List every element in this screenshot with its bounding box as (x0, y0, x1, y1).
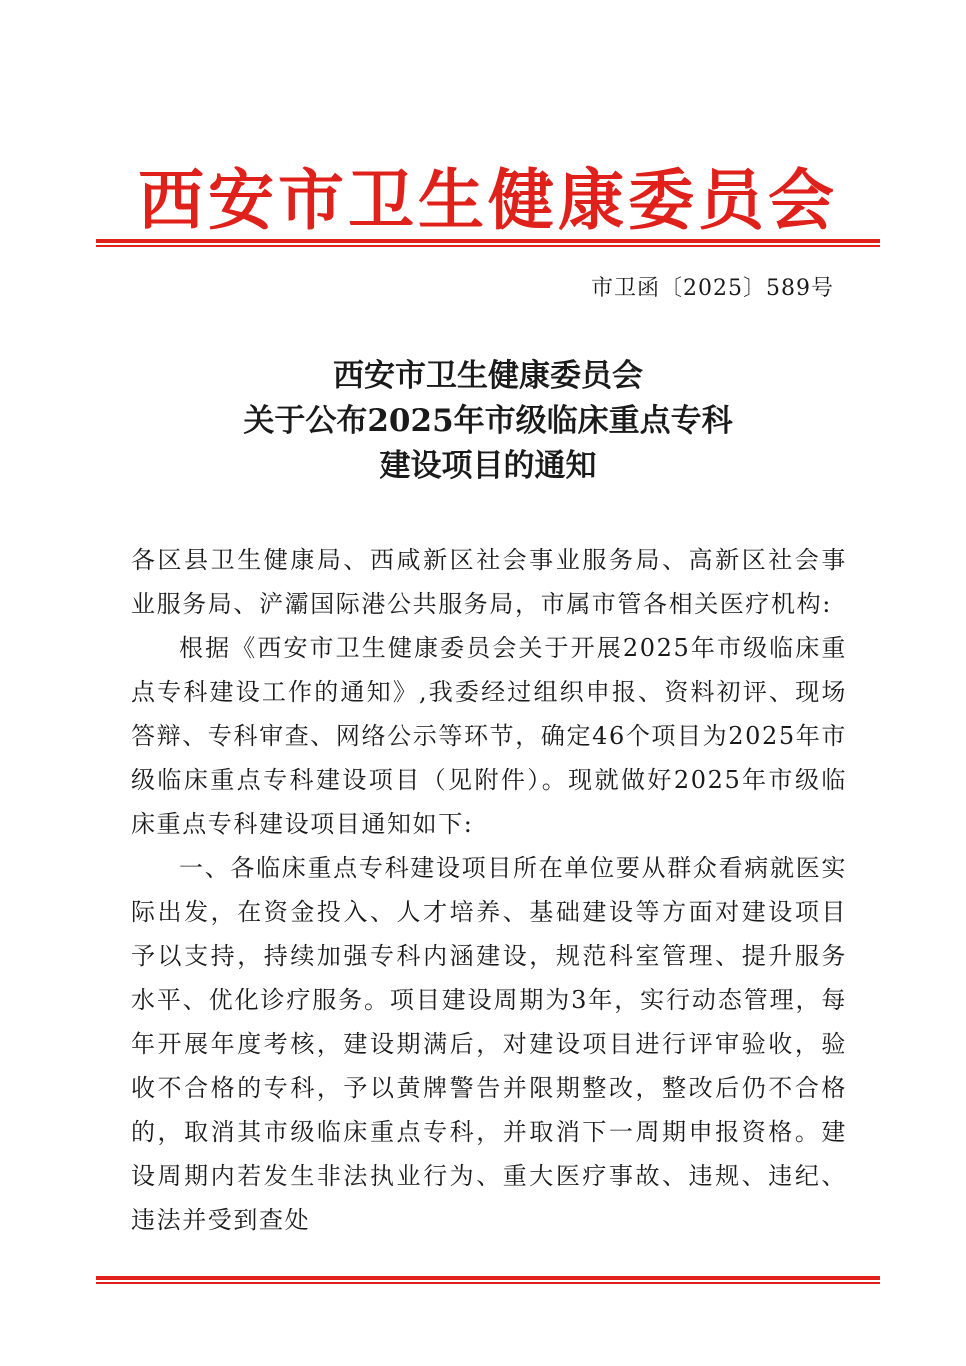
document-title-line-1: 西安市卫生健康委员会 (333, 358, 643, 394)
footer-rule-thin-line (96, 1282, 880, 1284)
footer-red-rule (96, 1276, 880, 1285)
header-rule-thin-line (96, 245, 880, 247)
document-title (96, 354, 880, 489)
document-title-line-3: 建设项目的通知 (379, 448, 597, 484)
header-rule-thick-line (96, 239, 880, 243)
document-title-line-2: 关于公布2025年市级临床重点专科 (243, 403, 733, 439)
body-paragraph-1: 根据《西安市卫生健康委员会关于开展2025年市级临床重点专科建设工作的通知》,我委经过组织申报、资料初评、现场答辩、专科审查、网络公示等环节，确定46个项目为2025年市级临床重点专科建设项目（见附件）。现就做好2025年市级临床重点专科建设项目通知如下: (131, 634, 847, 838)
footer-rule-thick-line (96, 1276, 880, 1280)
header-red-rule (96, 239, 880, 248)
document-body (131, 538, 847, 1242)
body-paragraph-2: 一、各临床重点专科建设项目所在单位要从群众看病就医实际出发，在资金投入、人才培养、基础建设等方面对建设项目予以支持，持续加强专科内涵建设，规范科室管理、提升服务水平、优化诊疗服务。项目建设周期为3年，实行动态管理，每年开展年度考核，建设期满后，对建设项目进行评审验收，验收不合格的专科，予以黄牌警告并限期整改，整改后仍不合格的，取消其市级临床重点专科，并取消下一周期申报资格。建设周期内若发生非法执业行为、重大医疗事故、违规、违纪、违法并受到查处 (131, 854, 847, 1234)
addressees-paragraph: 各区县卫生健康局、西咸新区社会事业服务局、高新区社会事业服务局、浐灞国际港公共服务局，市属市管各相关医疗机构: (131, 546, 847, 618)
document-number: 市卫函〔2025〕589号 (591, 276, 834, 301)
issuing-authority-header: 西安市卫生健康委员会 (138, 162, 838, 239)
